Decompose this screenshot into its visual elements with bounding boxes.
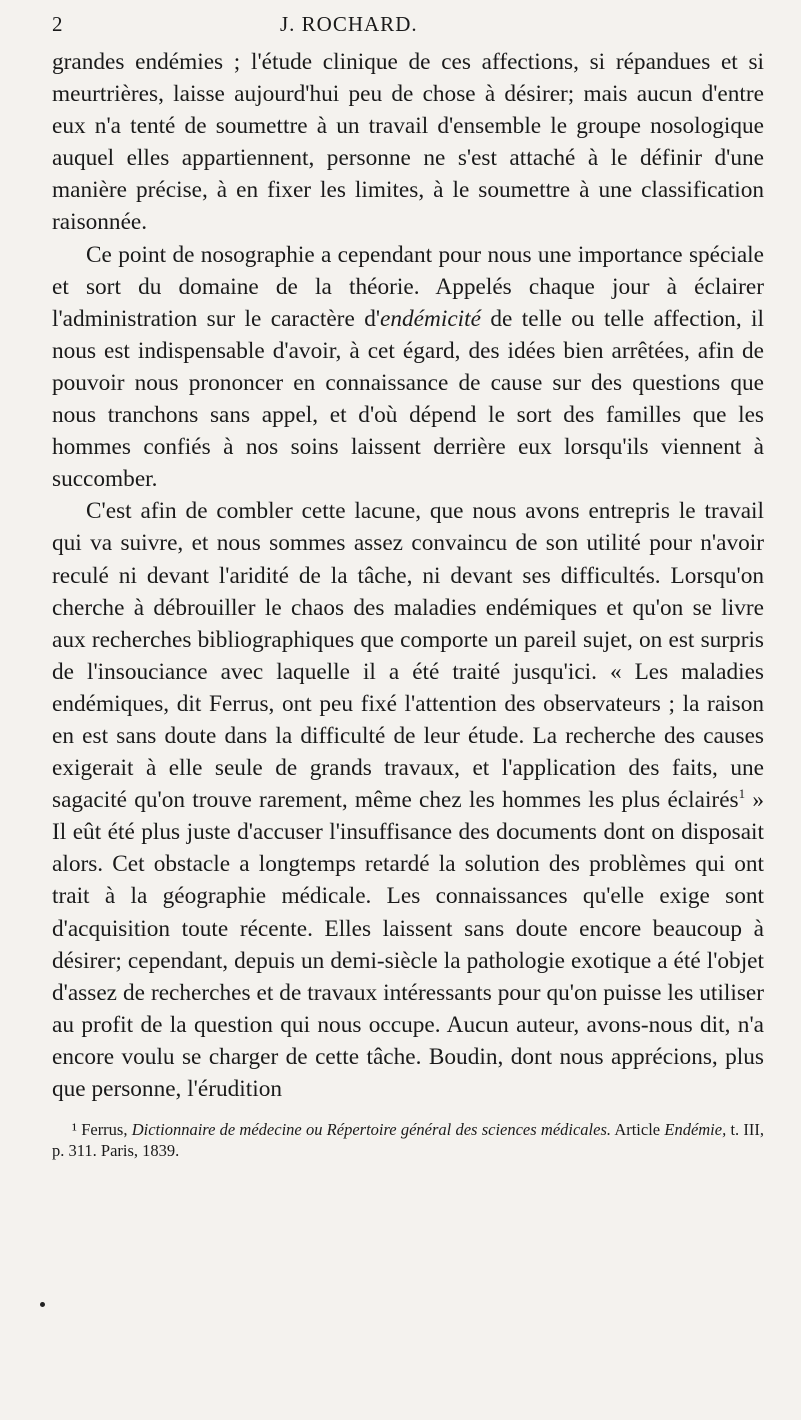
page: [52, 8, 764, 1161]
paragraph-3-start: C'est afin de combler cette lacune, que nous avons entrepris le travail qui va suivre, et nous sommes assez convaincu de son utilité pour n'avoir reculé ni devant l'aridité de la tâche, ni devant ses difficultés. Lorsqu'on cherche à débrouiller le chaos des maladies endémiques et qu'on se livre aux recherches bibliographiques que comporte un pareil sujet, on est surpris de l'insouciance avec laquelle il a été traité jusqu'ici. « Les maladies endémiques, dit Ferrus, ont peu fixé l'attention des observateurs ; la raison en est sans doute dans la difficulté de leur étude. La recherche des causes exigerait à elle seule de grands travaux, et l'application des faits, une sagacité qu'on trouve rarement, même chez les hommes les plus éclairés: [52, 498, 764, 814]
footnote-reference[interactable]: 1: [738, 786, 746, 802]
margin-dot: [40, 1302, 45, 1307]
page-number: 2: [52, 12, 63, 36]
running-head: J. ROCHARD.: [280, 12, 418, 36]
term-endemicite: endémicité: [380, 305, 481, 332]
paragraph-2-start: Ce point de nosographie a cependant pour nous une importance spéciale et sort du domaine de la théorie. Appelés chaque jour à éclairer l'administration sur le caractère d': [52, 241, 764, 332]
paragraph-3: [52, 495, 764, 1105]
paragraph-2: [52, 239, 764, 496]
paragraph-2-end: de telle ou telle affection, il nous est indispensable d'avoir, à cet égard, des idées bien arrêtées, afin de pouvoir nous prononcer en connaissance de cause sur des questions que nous tranchons sans appel, et d'où dépend le sort des familles que les hommes confiés à nos soins laissent derrière eux lorsqu'ils viennent à succomber.: [52, 305, 764, 493]
footnote-marker: ¹: [72, 1120, 77, 1140]
footnote-article: Endémie,: [664, 1120, 727, 1140]
paragraph-3-end: » Il eût été plus juste d'accuser l'insuffisance des documents dont on disposait alors. Cet obstacle a longtemps retardé la solution des problèmes qui ont trait à la géographie médicale. Les connaissances qu'elle exige sont d'acquisition toute récente. Elles laissent sans doute encore beaucoup à désirer; cependant, depuis un demi-siècle la pathologie exotique a été l'objet d'assez de recherches et de travaux intéressants pour qu'on puisse les utiliser au profit de la question qui nous occupe. Aucun auteur, avons-nous dit, n'a encore voulu se charger de cette tâche. Boudin, dont nous apprécions, plus que personne, l'érudition: [52, 787, 764, 1102]
footnote-article-pre: Article: [611, 1120, 665, 1140]
footnote-title: Dictionnaire de médecine ou Répertoire général des sciences médicales.: [131, 1120, 611, 1140]
page-header: [52, 8, 764, 46]
body-text: [52, 46, 764, 1105]
footnote-author: Ferrus,: [81, 1120, 132, 1140]
footnote: [52, 1119, 764, 1161]
paragraph-1: grandes endémies ; l'étude clinique de ces affections, si répandues et si meurtrières, laisse aujourd'hui peu de chose à désirer; mais aucun d'entre eux n'a tenté de soumettre à un travail d'ensemble le groupe nosologique auquel elles appartiennent, personne ne s'est attaché à le définir d'une manière précise, à en fixer les limites, à le soumettre à une classification raisonnée.: [52, 49, 764, 236]
footnote-rest: t. III, p. 311. Paris, 1839.: [52, 1120, 764, 1161]
